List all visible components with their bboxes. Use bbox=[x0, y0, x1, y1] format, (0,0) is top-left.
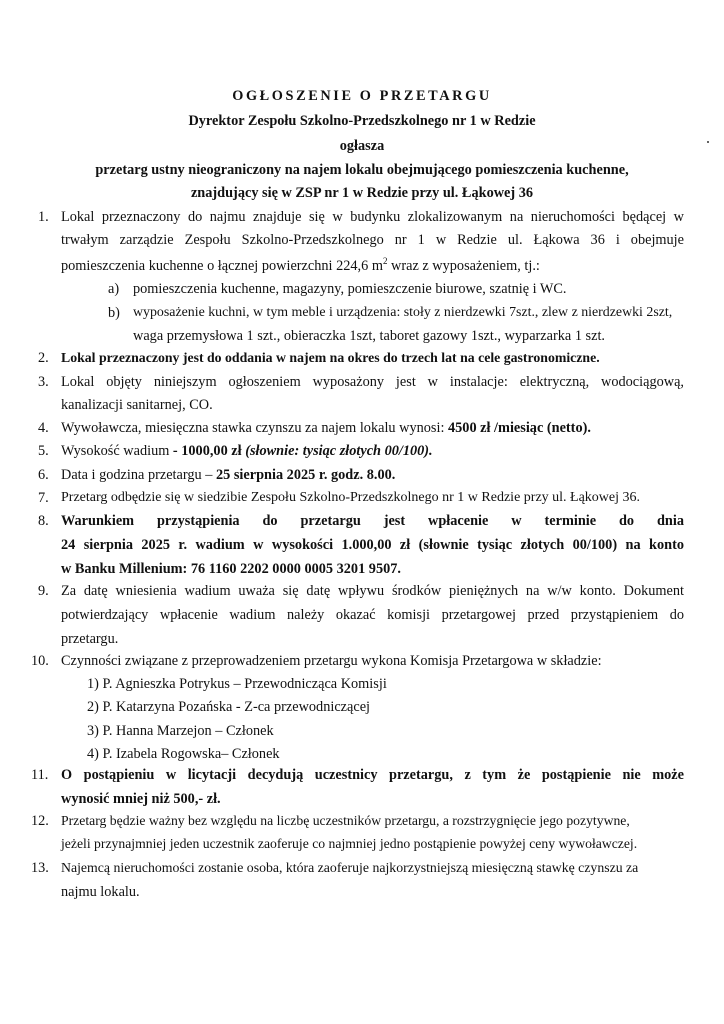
item-1b-line-1: wyposażenie kuchni, w tym meble i urządzenia: stoły z nierdzewki 7szt., zlew z nierdzewki 2szt, bbox=[133, 305, 673, 320]
item-1a-text: pomieszczenia kuchenne, magazyny, pomieszczenie biurowe, szatnię i WC. bbox=[133, 281, 567, 297]
committee-member-1: 1) P. Agnieszka Potrykus – Przewodnicząca Komisji bbox=[87, 676, 387, 692]
item-1b-marker: b) bbox=[108, 305, 120, 321]
item-8-line-3: w Banku Millenium: 76 1160 2202 0000 0005 3201 9507. bbox=[61, 561, 401, 577]
item-4-text: Wywoławcza, miesięczna stawka czynszu za najem lokalu wynosi: 4500 zł /miesiąc (netto). bbox=[61, 420, 591, 436]
item-12-line-2: jeżeli przynajmniej jeden uczestnik zaoferuje co najmniej jedno postąpienie powyżej ceny wywoławczej. bbox=[61, 836, 638, 851]
item-13-line-1: Najemcą nieruchomości zostanie osoba, która zaoferuje najkorzystniejszą miesięczną stawkę czynszu za bbox=[61, 860, 639, 875]
item-number-2: 2. bbox=[38, 350, 49, 366]
item-number-6: 6. bbox=[38, 467, 49, 483]
item-7-text: Przetarg odbędzie się w siedzibie Zespołu Szkolno-Przedszkolnego nr 1 w Redzie przy ul. Łąkowej 36. bbox=[61, 490, 641, 505]
committee-member-4: 4) P. Izabela Rogowska– Członek bbox=[87, 746, 280, 762]
item-9-line-1: Za datę wniesienia wadium uważa się datę wpływu środków pieniężnych na w/w konto. Dokument bbox=[61, 583, 684, 599]
item-9-line-2: potwierdzający wpłacenie wadium należy okazać komisji przetargowej przed przystąpieniem do bbox=[61, 607, 684, 623]
item-number-12: 12. bbox=[31, 813, 49, 829]
item-1-line-2: trwałym zarządzie Zespołu Szkolno-Przedszkolnego nr 1 w Redzie ul. Łąkowa 36 i obejmuje bbox=[61, 232, 684, 248]
item-5-text: Wysokość wadium - 1000,00 zł (słownie: tysiąc złotych 00/100). bbox=[61, 443, 433, 459]
item-11-line-2: wynosić mniej niż 500,- zł. bbox=[61, 791, 221, 807]
document-title: OGŁOSZENIE O PRZETARGU bbox=[232, 88, 492, 104]
item-3-line-1: Lokal objęty niniejszym ogłoszeniem wyposażony jest w instalacje: elektryczną, wodociągową, bbox=[61, 374, 684, 390]
item-6-text: Data i godzina przetargu – 25 sierpnia 2025 r. godz. 8.00. bbox=[61, 467, 396, 483]
item-number-11: 11. bbox=[31, 767, 49, 783]
item-number-13: 13. bbox=[31, 860, 49, 876]
item-number-8: 8. bbox=[38, 513, 49, 529]
announces-line: ogłasza bbox=[339, 138, 385, 154]
item-number-5: 5. bbox=[38, 443, 49, 459]
item-10-text: Czynności związane z przeprowadzeniem przetargu wykona Komisja Przetargowa w składzie: bbox=[61, 653, 602, 669]
committee-member-3: 3) P. Hanna Marzejon – Członek bbox=[87, 723, 274, 739]
subject-line-1: przetarg ustny nieograniczony na najem lokalu obejmującego pomieszczenia kuchenne, bbox=[95, 162, 629, 178]
item-2-text: Lokal przeznaczony jest do oddania w najem na okres do trzech lat na cele gastronomiczne. bbox=[61, 350, 600, 365]
item-12-line-1: Przetarg będzie ważny bez względu na liczbę uczestników przetargu, a rozstrzygnięcie jego pozytywne, bbox=[61, 813, 630, 828]
item-1a-marker: a) bbox=[108, 281, 120, 297]
item-13-line-2: najmu lokalu. bbox=[61, 884, 140, 900]
item-number-7: 7. bbox=[38, 490, 49, 506]
item-8-line-2: 24 sierpnia 2025 r. wadium w wysokości 1.000,00 zł (słownie tysiąc złotych 00/100) na konto bbox=[61, 537, 684, 553]
item-number-10: 10. bbox=[31, 653, 49, 669]
committee-member-2: 2) P. Katarzyna Pozańska - Z-ca przewodniczącej bbox=[87, 699, 371, 715]
item-8-line-1: Warunkiem przystąpienia do przetargu jest wpłacenie w terminie do dnia bbox=[61, 513, 684, 529]
item-number-1: 1. bbox=[38, 209, 49, 225]
item-1-line-1: Lokal przeznaczony do najmu znajduje się w budynku zlokalizowanym na nieruchomości będącej w bbox=[61, 209, 684, 225]
item-9-line-3: przetargu. bbox=[61, 631, 119, 647]
item-11-line-1: O postąpieniu w licytacji decydują uczestnicy przetargu, z tym że postąpienie nie może bbox=[61, 767, 684, 783]
item-1b-line-2: waga przemysłowa 1 szt., obieraczka 1szt, taboret gazowy 1szt., wyparzarka 1 szt. bbox=[133, 328, 606, 344]
subject-line-2: znajdujący się w ZSP nr 1 w Redzie przy ul. Łąkowej 36 bbox=[190, 185, 534, 201]
item-number-3: 3. bbox=[38, 374, 49, 390]
item-3-line-2: kanalizacji sanitarnej, CO. bbox=[61, 397, 213, 413]
scan-speck bbox=[707, 141, 709, 143]
item-1-line-3: pomieszczenia kuchenne o łącznej powierzchni 224,6 $m^2$ wraz z wyposażeniem, tj.: bbox=[61, 256, 540, 274]
item-number-9: 9. bbox=[38, 583, 49, 599]
issuer-line: Dyrektor Zespołu Szkolno-Przedszkolnego nr 1 w Redzie bbox=[188, 113, 536, 129]
item-number-4: 4. bbox=[38, 420, 49, 436]
